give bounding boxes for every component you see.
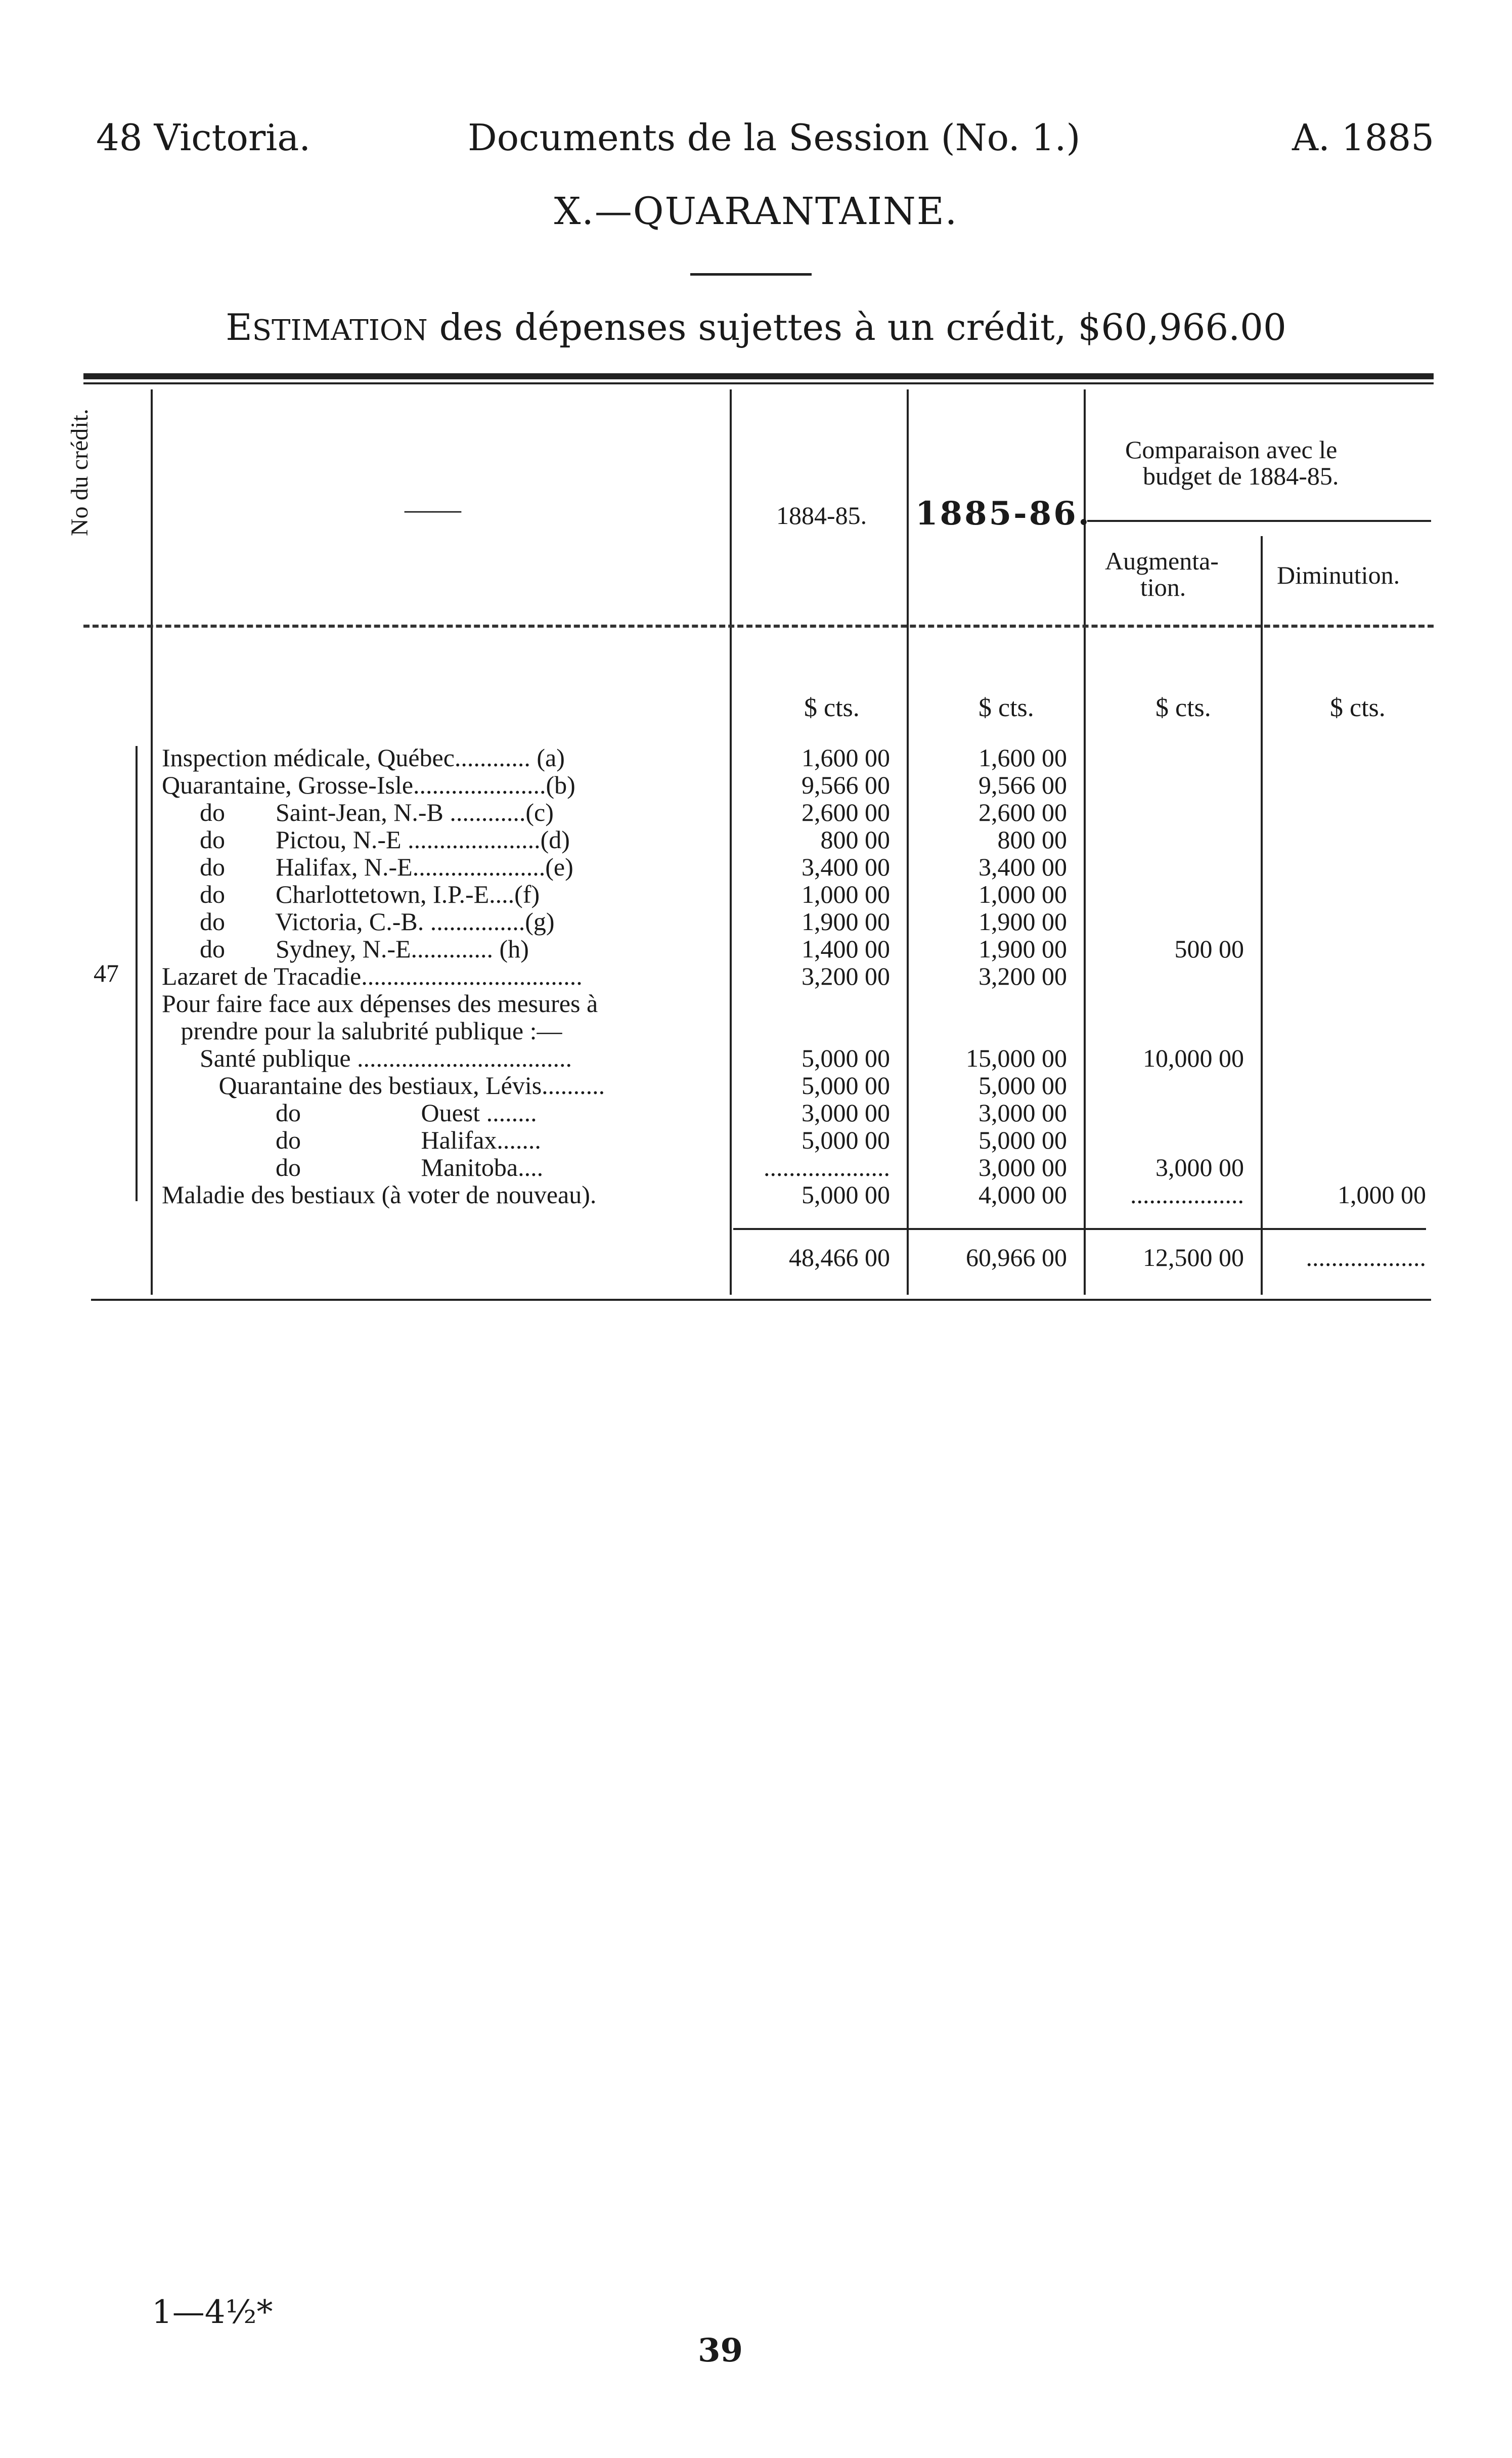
row-1884: 1,600 00 bbox=[802, 743, 890, 772]
table-row bbox=[0, 935, 1512, 963]
row-1885: 3,400 00 bbox=[979, 853, 1067, 881]
row-description: do Victoria, C.-B. ...............(g) bbox=[162, 907, 555, 936]
row-1885: 4,000 00 bbox=[979, 1180, 1067, 1209]
header-1884-85: 1884-85. bbox=[776, 501, 867, 530]
table-row bbox=[0, 1099, 1512, 1127]
table-row bbox=[0, 1153, 1512, 1181]
subtitle-cap: E bbox=[226, 306, 252, 348]
row-description: Inspection médicale, Québec............ (a) bbox=[162, 743, 565, 772]
header-decrease: Diminution. bbox=[1277, 561, 1400, 589]
row-1884: 1,000 00 bbox=[802, 880, 890, 908]
subtitle bbox=[0, 306, 1512, 348]
row-1884: 5,000 00 bbox=[802, 1071, 890, 1100]
table-row bbox=[0, 825, 1512, 854]
row-1885: 1,000 00 bbox=[979, 880, 1067, 908]
row-increase: 3,000 00 bbox=[1155, 1153, 1244, 1181]
row-increase: 10,000 00 bbox=[1143, 1044, 1244, 1072]
table-row bbox=[0, 1180, 1512, 1209]
page-number: 39 bbox=[698, 2332, 743, 2369]
row-description: do Manitoba.... bbox=[162, 1153, 544, 1181]
currency-1884: $ cts. bbox=[804, 693, 860, 722]
header-increase-1: Augmenta- bbox=[1105, 547, 1219, 575]
row-1884: 3,400 00 bbox=[802, 853, 890, 881]
table-row bbox=[0, 962, 1512, 990]
row-description: do Pictou, N.-E .....................(d) bbox=[162, 825, 570, 854]
row-1885: 1,900 00 bbox=[979, 935, 1067, 963]
row-description: do Charlottetown, I.P.-E....(f) bbox=[162, 880, 540, 908]
total-1884: 48,466 00 bbox=[789, 1243, 890, 1271]
currency-decrease: $ cts. bbox=[1330, 693, 1386, 722]
header-center: Documents de la Session (No. 1.) bbox=[468, 116, 1081, 159]
subtitle-rest: des dépenses sujettes à un crédit, $60,966.00 bbox=[427, 306, 1286, 348]
header-1885-86: 1885-86. bbox=[915, 495, 1092, 533]
title-rule bbox=[690, 273, 812, 276]
total-decrease: ................... bbox=[1306, 1243, 1426, 1271]
row-1885: 5,000 00 bbox=[979, 1126, 1067, 1154]
row-1884: 1,900 00 bbox=[802, 907, 890, 936]
row-1885: 800 00 bbox=[997, 825, 1067, 854]
row-1884: 5,000 00 bbox=[802, 1126, 890, 1154]
row-description: do Sydney, N.-E............. (h) bbox=[162, 935, 529, 963]
header-right: A. 1885 bbox=[1292, 116, 1435, 159]
row-1884: 9,566 00 bbox=[802, 771, 890, 799]
row-description: do Halifax....... bbox=[162, 1126, 541, 1154]
row-description: do Saint-Jean, N.-B ............(c) bbox=[162, 798, 554, 826]
header-comparison-1: Comparaison avec le bbox=[1125, 435, 1338, 464]
row-increase: 500 00 bbox=[1174, 935, 1244, 963]
row-description: Quarantaine, Grosse-Isle.....................(b) bbox=[162, 771, 575, 799]
totals-row bbox=[0, 1243, 1512, 1271]
row-description: Maladie des bestiaux (à voter de nouveau). bbox=[162, 1180, 597, 1209]
table-row bbox=[0, 853, 1512, 881]
row-1885: 3,200 00 bbox=[979, 962, 1067, 990]
total-1885: 60,966 00 bbox=[966, 1243, 1067, 1271]
row-description: prendre pour la salubrité publique :— bbox=[162, 1017, 562, 1045]
row-1885: 1,900 00 bbox=[979, 907, 1067, 936]
row-increase: .................. bbox=[1130, 1180, 1244, 1209]
row-decrease: 1,000 00 bbox=[1338, 1180, 1426, 1209]
row-description: Quarantaine des bestiaux, Lévis.......... bbox=[162, 1071, 605, 1100]
subtitle-small: STIMATION bbox=[252, 314, 428, 347]
currency-increase: $ cts. bbox=[1155, 693, 1211, 722]
row-description: Santé publique .................................. bbox=[162, 1044, 572, 1072]
row-description: do Ouest ........ bbox=[162, 1099, 537, 1127]
credit-number: 47 bbox=[94, 959, 119, 987]
table-row bbox=[0, 1126, 1512, 1154]
table-row bbox=[0, 1017, 1512, 1045]
currency-1885: $ cts. bbox=[979, 693, 1034, 722]
table-row bbox=[0, 1044, 1512, 1072]
row-1884: 2,600 00 bbox=[802, 798, 890, 826]
row-1884: 3,200 00 bbox=[802, 962, 890, 990]
header-credit-no: No du crédit. bbox=[66, 409, 93, 536]
table-row bbox=[0, 907, 1512, 936]
table-row bbox=[0, 989, 1512, 1018]
footer-signature: 1—4½* bbox=[152, 2294, 273, 2331]
table-row bbox=[0, 743, 1512, 772]
row-1885: 15,000 00 bbox=[966, 1044, 1067, 1072]
row-1884: 1,400 00 bbox=[802, 935, 890, 963]
row-1885: 2,600 00 bbox=[979, 798, 1067, 826]
table-row bbox=[0, 880, 1512, 908]
row-1884: .................... bbox=[764, 1153, 890, 1181]
row-description: Lazaret de Tracadie................................... bbox=[162, 962, 583, 990]
header-left: 48 Victoria. bbox=[96, 116, 311, 159]
table-row bbox=[0, 798, 1512, 826]
row-1884: 5,000 00 bbox=[802, 1180, 890, 1209]
row-description: Pour faire face aux dépenses des mesures à bbox=[162, 989, 598, 1018]
row-1885: 3,000 00 bbox=[979, 1153, 1067, 1181]
table-row bbox=[0, 771, 1512, 799]
header-increase-2: tion. bbox=[1140, 573, 1186, 601]
header-description: —— bbox=[405, 494, 461, 525]
row-1884: 3,000 00 bbox=[802, 1099, 890, 1127]
row-description: do Halifax, N.-E.....................(e) bbox=[162, 853, 573, 881]
row-1885: 5,000 00 bbox=[979, 1071, 1067, 1100]
row-1885: 3,000 00 bbox=[979, 1099, 1067, 1127]
section-title: X.—QUARANTAINE. bbox=[554, 190, 958, 233]
row-1885: 9,566 00 bbox=[979, 771, 1067, 799]
row-1885: 1,600 00 bbox=[979, 743, 1067, 772]
header-comparison-2: budget de 1884-85. bbox=[1143, 462, 1339, 490]
row-1884: 800 00 bbox=[820, 825, 890, 854]
table-row bbox=[0, 1071, 1512, 1100]
total-increase: 12,500 00 bbox=[1143, 1243, 1244, 1271]
row-1884: 5,000 00 bbox=[802, 1044, 890, 1072]
